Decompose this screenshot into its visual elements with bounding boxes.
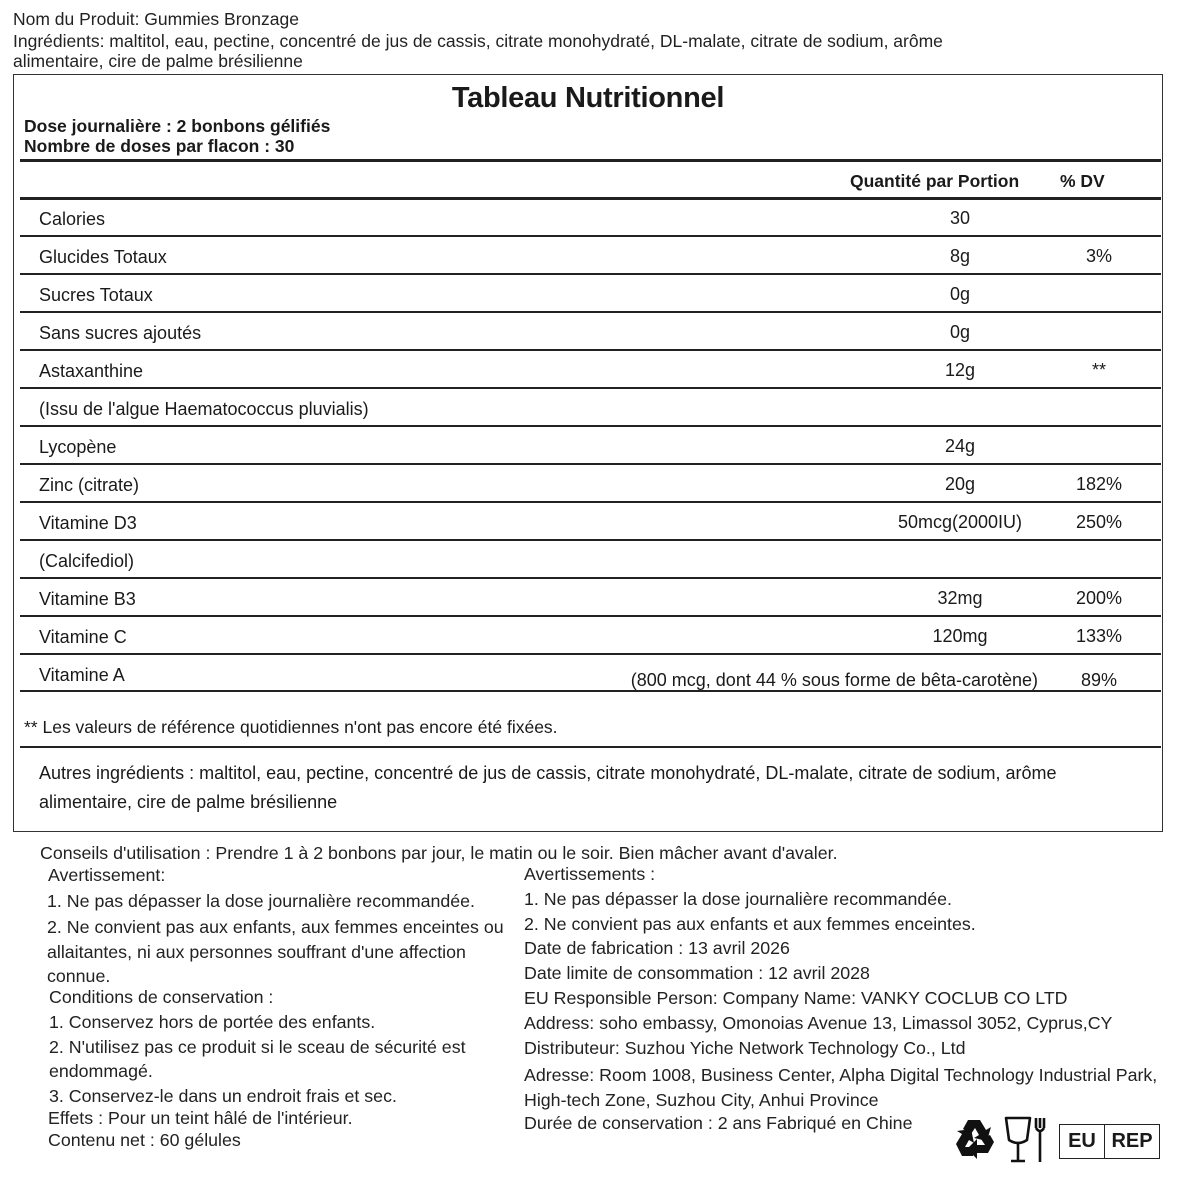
divider [20, 159, 1161, 162]
nutrient-amount: (800 mcg, dont 44 % sous forme de bêta-carotène) [630, 670, 1038, 690]
warning-1-right: 1. Ne pas dépasser la dose journalière recommandée. [524, 889, 952, 909]
storage-1: 1. Conservez hors de portée des enfants. [49, 1012, 376, 1032]
shelf-life: Durée de conservation : 2 ans Fabriqué en Chine [524, 1113, 913, 1133]
storage-title: Conditions de conservation : [49, 987, 274, 1007]
nutrient-row [14, 427, 1162, 464]
warning-1-left: 1. Ne pas dépasser la dose journalière recommandée. [47, 891, 475, 911]
nutrient-amount: 50mcg(2000IU) [897, 512, 1023, 532]
nutrient-label: Vitamine A [39, 665, 125, 685]
warning-2-left: 2. Ne convient pas aux enfants, aux femmes enceintes ou allaitantes, ni aux personnes souffrant d'une affection connue. [47, 917, 504, 986]
warning-2-right: 2. Ne convient pas aux enfants et aux femmes enceintes. [524, 914, 976, 934]
effects: Effets : Pour un teint hâlé de l'intérieur. [48, 1108, 353, 1128]
serving-size: Dose journalière : 2 bonbons gélifiés [24, 116, 331, 136]
ingredients-line-1: Ingrédients: maltitol, eau, pectine, concentré de jus de cassis, citrate monohydraté, DL-malate, citrate de sodium, arôme [13, 31, 943, 51]
storage-2: 2. N'utilisez pas ce produit si le sceau de sécurité est endommagé. [49, 1037, 466, 1081]
nutrient-amount: 0g [949, 322, 971, 342]
nutrient-label: Lycopène [39, 437, 117, 457]
nutrient-label: (Calcifediol) [39, 551, 135, 571]
divider [20, 746, 1161, 748]
nutrient-amount: 8g [949, 246, 971, 266]
nutrient-label: Vitamine D3 [39, 513, 137, 533]
eu-rep-badge-left: EU [1060, 1125, 1105, 1158]
nutrient-amount: 24g [944, 436, 976, 456]
distributor: Distributeur: Suzhou Yiche Network Technology Co., Ltd [524, 1038, 966, 1058]
distributor-address: Adresse: Room 1008, Business Center, Alpha Digital Technology Industrial Park, High-tech Zone, Suzhou City, Anhui Province [524, 1065, 1158, 1110]
nutrient-row [14, 275, 1162, 312]
nutrient-dv: 182% [1075, 474, 1123, 494]
nutrient-amount: 120mg [932, 626, 988, 646]
nutrient-label: Calories [39, 209, 106, 229]
nutrient-dv: 250% [1075, 512, 1123, 532]
nutrient-amount: 12g [944, 360, 976, 380]
nutrient-label: Sucres Totaux [39, 285, 153, 305]
nutrient-row [14, 503, 1162, 540]
product-name: Nom du Produit: Gummies Bronzage [13, 9, 299, 29]
eu-address: Address: soho embassy, Omonoias Avenue 13, Limassol 3052, Cyprus,CY [524, 1013, 1113, 1033]
nutrient-row [14, 465, 1162, 502]
nutrient-dv: 89% [1080, 670, 1118, 690]
nutrient-label: Vitamine B3 [39, 589, 136, 609]
nutrition-table [13, 74, 1163, 832]
warnings-title-left: Avertissement: [48, 865, 166, 885]
nutrient-dv: 133% [1075, 626, 1123, 646]
ingredients-line-2: alimentaire, cire de palme brésilienne [13, 51, 303, 71]
nutrient-label: Astaxanthine [39, 361, 144, 381]
nutrient-dv: ** [1091, 360, 1107, 380]
divider [20, 690, 1161, 692]
manufacture-date: Date de fabrication : 13 avril 2026 [524, 938, 790, 958]
other-ingredients: Autres ingrédients : maltitol, eau, pectine, concentré de jus de cassis, citrate monohydraté, DL-malate, citrate de sodium, arôme alimentaire, cire de palme brésilienne [39, 763, 1057, 812]
footnote: ** Les valeurs de référence quotidiennes n'ont pas encore été fixées. [24, 717, 558, 737]
nutrient-amount: 30 [949, 208, 971, 228]
nutrient-amount: 32mg [937, 588, 983, 608]
recycle-icon [950, 1114, 1000, 1164]
nutrient-amount: 0g [949, 284, 971, 304]
nutrient-dv: 200% [1075, 588, 1123, 608]
nutrient-row [14, 541, 1162, 578]
nutrient-label: Glucides Totaux [39, 247, 167, 267]
nutrient-row [14, 237, 1162, 274]
usage-instructions: Conseils d'utilisation : Prendre 1 à 2 bonbons par jour, le matin ou le soir. Bien mâcher avant d'avaler. [40, 843, 838, 863]
nutrient-label: (Issu de l'algue Haematococcus pluvialis) [39, 399, 369, 419]
nutrient-row [14, 199, 1162, 236]
nutrient-row [14, 617, 1162, 654]
nutrient-label: Zinc (citrate) [39, 475, 140, 495]
column-header-dv: % DV [1060, 171, 1105, 191]
table-title: Tableau Nutritionnel [451, 82, 725, 114]
nutrient-dv: 3% [1085, 246, 1113, 266]
eu-rep-badge-right: REP [1111, 1130, 1153, 1152]
nutrient-row [14, 655, 1162, 692]
net-content: Contenu net : 60 gélules [48, 1130, 241, 1150]
nutrient-row [14, 579, 1162, 616]
nutrient-amount: 20g [944, 474, 976, 494]
nutrient-row [14, 389, 1162, 426]
storage-3: 3. Conservez-le dans un endroit frais et sec. [49, 1086, 397, 1106]
column-header-amount: Quantité par Portion [850, 171, 1020, 191]
eu-responsible-person: EU Responsible Person: Company Name: VANKY COCLUB CO LTD [524, 988, 1068, 1008]
food-safe-icon [1002, 1114, 1052, 1166]
servings-per-container: Nombre de doses par flacon : 30 [24, 136, 295, 156]
nutrient-row [14, 351, 1162, 388]
nutrient-row [14, 313, 1162, 350]
eu-rep-badge [1059, 1124, 1160, 1159]
warnings-title-right: Avertissements : [524, 864, 656, 884]
nutrient-label: Vitamine C [39, 627, 127, 647]
expiry-date: Date limite de consommation : 12 avril 2028 [524, 963, 870, 983]
nutrient-label: Sans sucres ajoutés [39, 323, 202, 343]
